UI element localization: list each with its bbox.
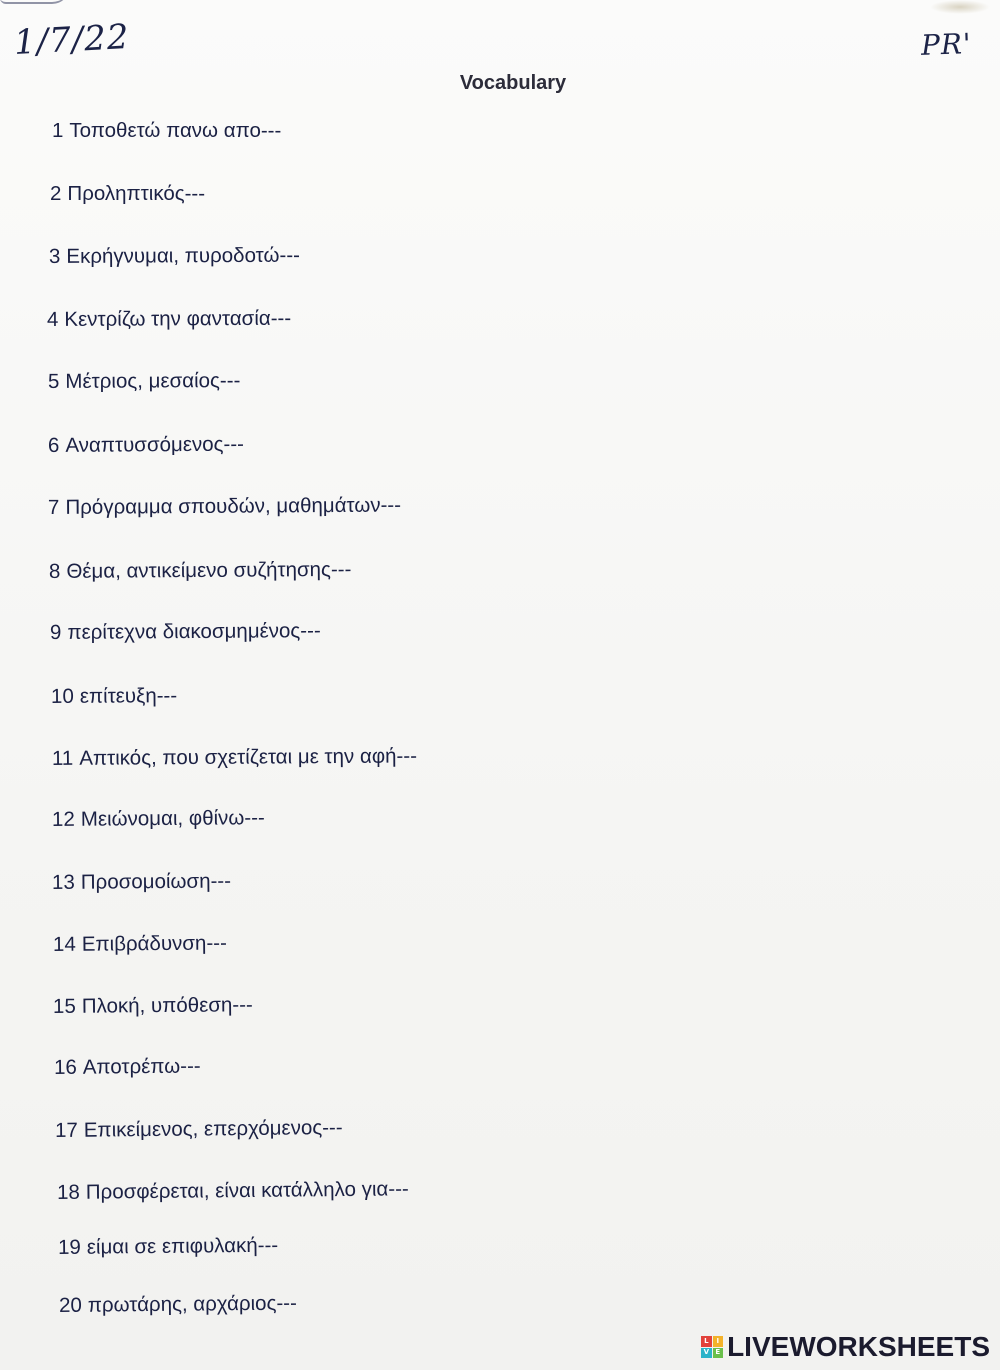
item-text: Επικείμενος, επερχόμενος--- [83, 1115, 343, 1142]
item-text: Προσομοίωση--- [80, 869, 232, 894]
logo-tile: I [713, 1336, 724, 1347]
item-number: 9 [49, 620, 62, 644]
item-text: Κεντρίζω την φαντασία--- [64, 306, 292, 331]
item-number: 2 [50, 182, 62, 205]
item-number: 19 [57, 1235, 81, 1259]
item-text: Εκρήγνυμαι, πυροδοτώ--- [66, 243, 301, 268]
logo-tile: L [701, 1336, 712, 1347]
liveworksheets-logo-icon [701, 1336, 723, 1358]
item-text: Τοποθετώ πανω απο--- [69, 119, 282, 142]
vocabulary-item [47, 307, 291, 332]
item-text: πρωτάρης, αρχάριος--- [87, 1291, 297, 1317]
item-number: 18 [56, 1180, 80, 1204]
item-number: 12 [51, 807, 75, 831]
item-number: 15 [52, 994, 76, 1018]
item-text: Προληπτικός--- [67, 182, 206, 205]
item-number: 5 [47, 369, 60, 393]
item-number: 16 [53, 1055, 77, 1079]
page-title: Vocabulary [459, 72, 567, 94]
item-number: 6 [47, 433, 60, 457]
item-text: επίτευξη--- [79, 684, 178, 708]
vocabulary-item [52, 869, 231, 895]
item-text: Μέτριος, μεσαίος--- [65, 368, 241, 393]
logo-tile: E [713, 1348, 724, 1359]
item-text: Αποτρέπω--- [82, 1054, 201, 1079]
item-text: περίτεχνα διακοσμημένος--- [67, 619, 321, 644]
item-text: Θέμα, αντικείμενο συζήτησης--- [66, 557, 352, 583]
vocabulary-item [52, 744, 417, 771]
vocabulary-item [50, 182, 205, 206]
vocabulary-item [52, 806, 265, 832]
item-number: 10 [50, 684, 74, 708]
vocabulary-item [49, 244, 300, 269]
item-text: Μειώνομαι, φθίνω--- [80, 806, 265, 831]
item-number: 7 [47, 495, 60, 519]
logo-text: LIVEWORKSHEETS [727, 1331, 990, 1362]
vocabulary-item [53, 931, 227, 957]
item-text: Πλοκή, υπόθεση--- [81, 993, 253, 1018]
item-number: 14 [52, 932, 76, 956]
vocabulary-item [58, 1234, 278, 1260]
logo-tile: V [701, 1348, 712, 1359]
vocabulary-item [50, 619, 321, 645]
item-text: Απτικός, που σχετίζεται με την αφή--- [79, 744, 418, 770]
item-number: 11 [51, 746, 74, 770]
vocabulary-item [54, 1054, 201, 1080]
item-text: Πρόγραμμα σπουδών, μαθημάτων--- [65, 493, 402, 519]
vocabulary-item [51, 684, 177, 709]
handwritten-corner-note: PR' [920, 27, 973, 62]
item-number: 1 [52, 119, 64, 142]
item-number: 17 [54, 1118, 78, 1142]
vocabulary-item [48, 369, 241, 394]
vocabulary-item [48, 494, 401, 520]
vocabulary-item [59, 1292, 297, 1318]
item-number: 20 [58, 1293, 82, 1317]
vocabulary-item [53, 993, 253, 1019]
item-text: Επιβράδυνση--- [81, 931, 227, 956]
vocabulary-item [57, 1177, 409, 1205]
item-text: Αναπτυσσόμενος--- [65, 432, 245, 457]
vocabulary-item [52, 119, 281, 143]
liveworksheets-logo [701, 1332, 990, 1362]
vocabulary-item [48, 433, 244, 458]
item-number: 4 [46, 307, 59, 331]
item-text: είμαι σε επιφυλακή--- [86, 1233, 279, 1259]
handwritten-date: 1/7/22 [13, 17, 131, 63]
item-text: Προσφέρεται, είναι κατάλληλο για--- [85, 1177, 409, 1204]
item-number: 13 [51, 870, 75, 894]
item-number: 3 [48, 244, 61, 268]
item-number: 8 [48, 559, 61, 583]
vocabulary-item [55, 1116, 343, 1143]
vocabulary-item [49, 558, 352, 584]
